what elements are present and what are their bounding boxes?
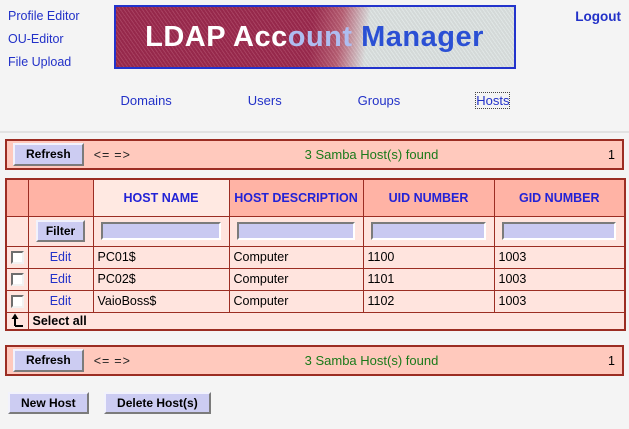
- header-divider: [0, 131, 629, 133]
- filter-row: [6, 216, 625, 246]
- checkbox-column-header: [6, 179, 28, 216]
- table-row: [6, 246, 625, 268]
- page-back-arrow[interactable]: <=: [93, 147, 111, 162]
- filter-input-gid-number[interactable]: [502, 222, 616, 240]
- cell-uid-number: 1100: [363, 246, 494, 268]
- cell-uid-number: 1102: [363, 290, 494, 312]
- page-forward-arrow[interactable]: =>: [114, 353, 131, 368]
- edit-link[interactable]: Edit: [49, 272, 72, 286]
- status-text: 3 Samba Host(s) found: [304, 147, 439, 162]
- status-text: 3 Samba Host(s) found: [304, 353, 439, 368]
- cell-host-description: Computer: [229, 246, 363, 268]
- select-all-arrow-icon[interactable]: [11, 313, 25, 328]
- edit-column-header: [28, 179, 93, 216]
- table-row: [6, 290, 625, 312]
- refresh-button[interactable]: Refresh: [13, 143, 84, 165]
- logout-link[interactable]: Logout: [575, 9, 621, 24]
- page-back-arrow[interactable]: <=: [93, 353, 111, 368]
- cell-host-name: PC02$: [93, 268, 229, 290]
- page-number: 1: [608, 147, 615, 162]
- edit-link[interactable]: Edit: [49, 250, 72, 264]
- edit-link[interactable]: Edit: [49, 294, 72, 308]
- cell-host-description: Computer: [229, 290, 363, 312]
- hosts-table: [5, 178, 626, 331]
- cell-gid-number: 1003: [494, 268, 625, 290]
- tools-links: [8, 5, 112, 78]
- cell-host-name: VaioBoss$: [93, 290, 229, 312]
- filter-input-uid-number[interactable]: [371, 222, 486, 240]
- row-checkbox[interactable]: [11, 251, 24, 264]
- row-checkbox[interactable]: [11, 295, 24, 308]
- table-row: [6, 268, 625, 290]
- filter-input-host-description[interactable]: [237, 222, 355, 240]
- column-header-uid-number[interactable]: UID NUMBER: [363, 179, 494, 216]
- row-checkbox[interactable]: [11, 273, 24, 286]
- paging-arrows: [94, 354, 135, 368]
- file-upload-link[interactable]: File Upload: [8, 55, 72, 69]
- ou-editor-link[interactable]: OU-Editor: [8, 32, 64, 46]
- cell-gid-number: 1003: [494, 290, 625, 312]
- page-forward-arrow[interactable]: =>: [114, 147, 131, 162]
- page-number: 1: [608, 353, 615, 368]
- profile-editor-link[interactable]: Profile Editor: [8, 9, 80, 23]
- delete-hosts-button[interactable]: Delete Host(s): [104, 392, 211, 414]
- filter-input-host-name[interactable]: [101, 222, 220, 240]
- logo-text: LDAP Acc: [145, 20, 288, 53]
- select-all-row: [6, 312, 625, 330]
- tab-users[interactable]: Users: [247, 93, 282, 108]
- select-all-label[interactable]: Select all: [28, 312, 625, 330]
- tab-domains[interactable]: Domains: [120, 93, 172, 108]
- cell-uid-number: 1101: [363, 268, 494, 290]
- column-header-host-name[interactable]: HOST NAME: [93, 179, 229, 216]
- list-toolbar-bottom: [5, 345, 624, 376]
- page-header: [0, 0, 629, 78]
- tab-hosts[interactable]: Hosts: [476, 93, 510, 108]
- account-type-tabs: [114, 93, 516, 108]
- list-toolbar-top: [5, 139, 624, 170]
- new-host-button[interactable]: New Host: [8, 392, 89, 414]
- tab-groups[interactable]: Groups: [357, 93, 401, 108]
- column-header-host-description[interactable]: HOST DESCRIPTION: [229, 179, 363, 216]
- filter-button[interactable]: Filter: [36, 220, 85, 242]
- cell-gid-number: 1003: [494, 246, 625, 268]
- refresh-button[interactable]: Refresh: [13, 349, 84, 371]
- lam-logo-banner: LDAP Acc ount Manager: [114, 5, 516, 69]
- column-header-gid-number[interactable]: GID NUMBER: [494, 179, 625, 216]
- paging-arrows: [94, 148, 135, 162]
- table-header-row: [6, 179, 625, 216]
- cell-host-name: PC01$: [93, 246, 229, 268]
- action-buttons: [8, 392, 629, 414]
- cell-host-description: Computer: [229, 268, 363, 290]
